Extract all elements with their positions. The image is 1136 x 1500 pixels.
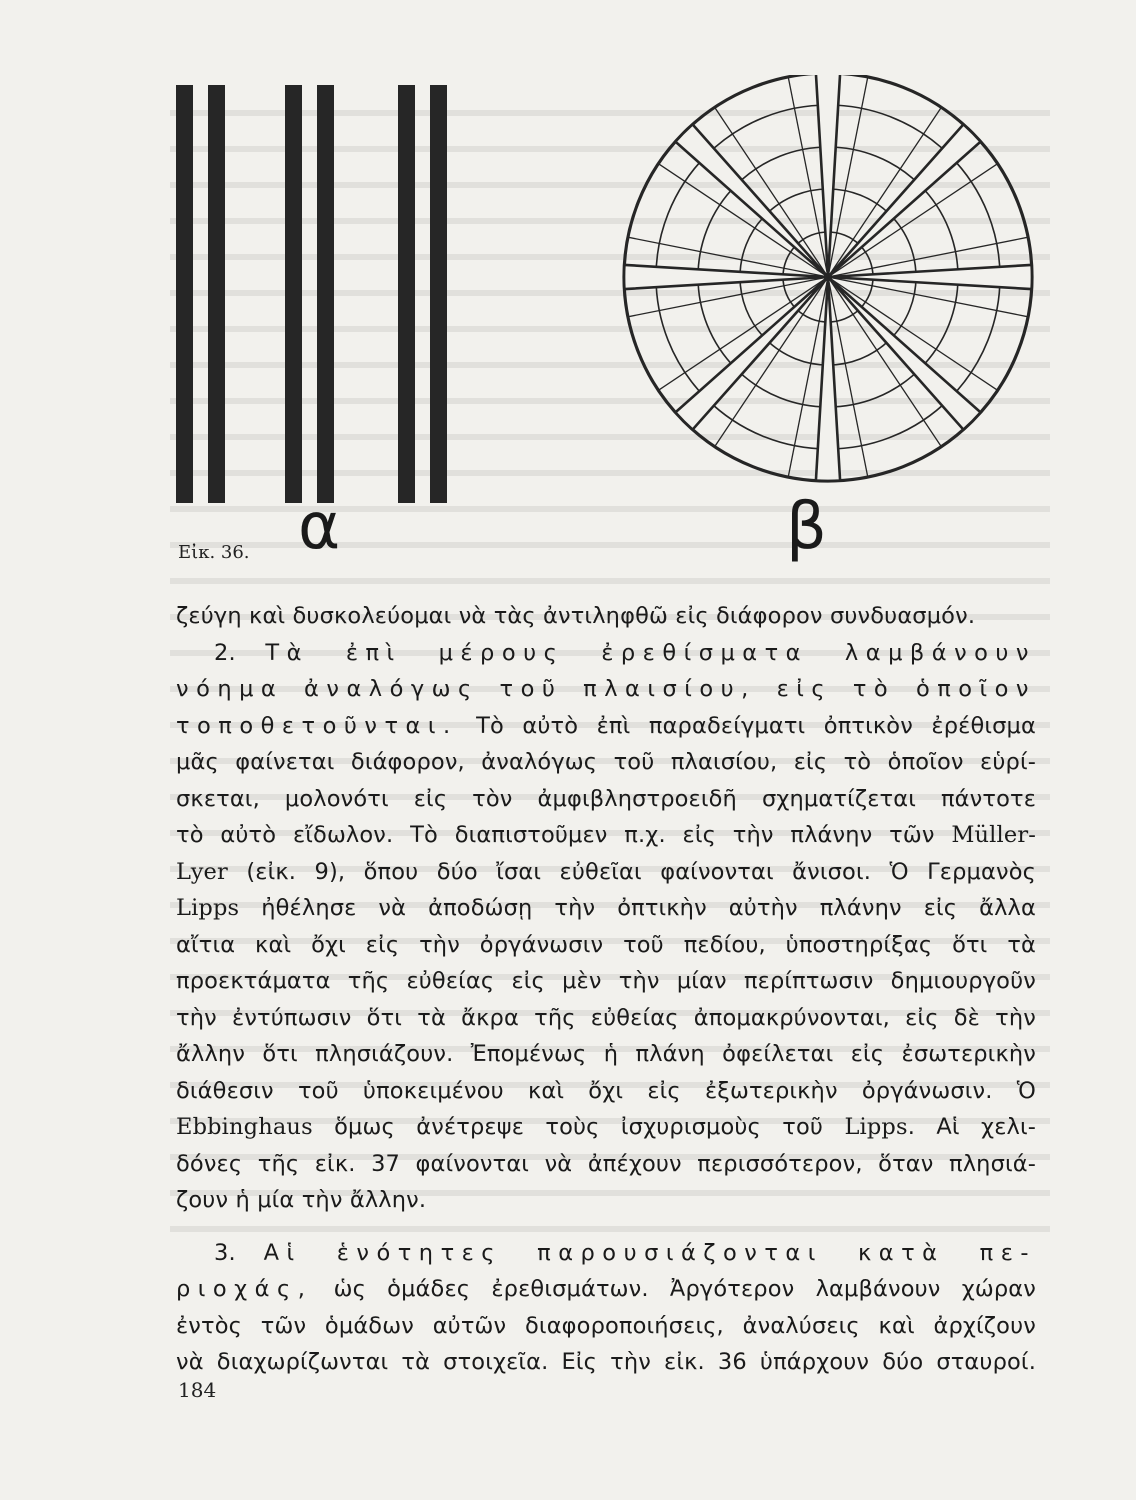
bar [176,85,193,503]
wedge [624,265,828,289]
text-line: προεκτάματα τῆς εὐθείας εἰς μὲν τὴν μίαν περίπτωσιν δημιουργοῦν [176,968,1036,994]
page-number: 184 [178,1378,217,1402]
figure-36 [170,75,1070,564]
text-line: διάθεσιν τοῦ ὑποκειμένου καὶ ὄχι εἰς ἐξωτερικὴν ὀργάνωσιν. Ὁ [176,1077,1036,1104]
text-line [176,635,1036,672]
body-text [176,598,1036,1381]
text-line: νὰ διαχωρίζωνται τὰ στοιχεῖα. Εἰς τὴν εἰκ. 36 ὑπάρχουν δύο σταυροί. [176,1349,1036,1375]
wedge [675,124,828,277]
spaced-emphasis: τοποθετοῦνται. [176,712,458,739]
bar [398,85,415,503]
wedge [828,124,981,277]
text-line [176,1271,1036,1308]
text-run: 2. [214,639,266,666]
paragraph [176,635,1036,1219]
text-run: τὸ αὐτὸ εἴδωλον. Τὸ διαπιστοῦμεν π.χ. εἰς τὴν πλάνην τῶν [176,822,952,848]
bar [317,85,334,503]
text-run: Τὸ αὐτὸ ἐπὶ παραδείγματι ὀπτικὸν ἐρέθισμα [457,712,1036,739]
bar [208,85,225,503]
figure-36-illustration [170,75,1070,555]
text-line: δόνες τῆς εἰκ. 37 φαίνονται νὰ ἀπέχουν περισσότερον, ὅταν πλησιά- [176,1150,1036,1177]
figure-caption: Εἰκ. 36. [178,542,250,563]
text-run: (εἰκ. 9), ὅπου δύο ἴσαι εὐθεῖαι φαίνονται ἄνισοι. Ὁ Γερμανὸς [227,858,1036,885]
text-run: ὅμως ἀνέτρεψε τοὺς ἰσχυρισμοὺς τοῦ [312,1114,845,1140]
text-run: Ebbinghaus [176,1114,313,1140]
text-line [176,671,1036,708]
text-line [176,708,1036,745]
text-run: Lipps [176,895,240,921]
text-line: ἄλλην ὅτι πλησιάζουν. Ἐπομένως ἡ πλάνη ὀφείλεται εἰς ἐσωτερικὴν [176,1041,1036,1067]
text-run: . Αἱ χελι- [907,1114,1036,1140]
text-run: 3. [214,1239,264,1266]
paragraph-gap [176,1219,1036,1235]
text-line [176,1109,1036,1146]
text-run: Müller- [951,822,1036,848]
figure-alpha-bars [176,85,447,503]
text-line [176,890,1036,927]
wedge [828,265,1032,289]
wedge [675,277,828,430]
spaced-emphasis: Τὰ ἐπὶ μέρους ἐρεθίσματα λαμβάνουν [265,639,1036,666]
text-line: αἴτια καὶ ὄχι εἰς τὴν ὀργάνωσιν τοῦ πεδίου, ὑποστηρίξας ὅτι τὰ [176,931,1036,958]
text-line: σκεται, μολονότι εἰς τὸν ἀμφιβληστροειδῆ σχηματίζεται πάντοτε [176,785,1036,812]
text-run: Lipps [844,1114,908,1140]
text-run: ἠθέλησε νὰ ἀποδώσῃ τὴν ὀπτικὴν αὐτὴν πλάνην εἰς ἄλλα [239,895,1036,921]
bar [430,85,447,503]
text-run: ὡς ὁμάδες ἐρεθισμάτων. Ἀργότερον λαμβάνουν χώραν [312,1276,1036,1302]
text-line [176,1235,1036,1272]
text-line: μᾶς φαίνεται διάφορον, ἀναλόγως τοῦ πλαισίου, εἰς τὸ ὁποῖον εὑρί- [176,749,1036,775]
figure-label-beta: β [786,490,827,564]
text-line: ἐντὸς τῶν ὁμάδων αὐτῶν διαφοροποιήσεις, ἀναλύσεις καὶ ἀρχίζουν [176,1312,1036,1339]
text-line [176,817,1036,854]
figure-beta-wheel [624,75,1032,481]
text-run: Lyer [176,858,228,885]
wedge [828,277,981,430]
paragraph [176,1235,1036,1381]
spaced-emphasis: Αἱ ἑνότητες παρουσιάζονται κατὰ πε- [263,1239,1036,1266]
text-line [176,854,1036,891]
spaced-emphasis: ριοχάς, [176,1276,313,1302]
figure-label-alpha: α [298,490,341,564]
wedge [816,75,840,277]
spaced-emphasis: νόημα ἀναλόγως τοῦ πλαισίου, εἰς τὸ ὁποῖον [176,676,1036,702]
text-line: τὴν ἐντύπωσιν ὅτι τὰ ἄκρα τῆς εὐθείας ἀπομακρύνονται, εἰς δὲ τὴν [176,1004,1036,1031]
paragraph [176,598,1036,635]
bar [285,85,302,503]
wedge [816,277,840,481]
text-line: ζουν ἡ μία τὴν ἄλλην. [176,1187,427,1213]
text-line: ζεύγη καὶ δυσκολεύομαι νὰ τὰς ἀντιληφθῶ εἰς διάφορον συνδυασμόν. [176,603,976,629]
